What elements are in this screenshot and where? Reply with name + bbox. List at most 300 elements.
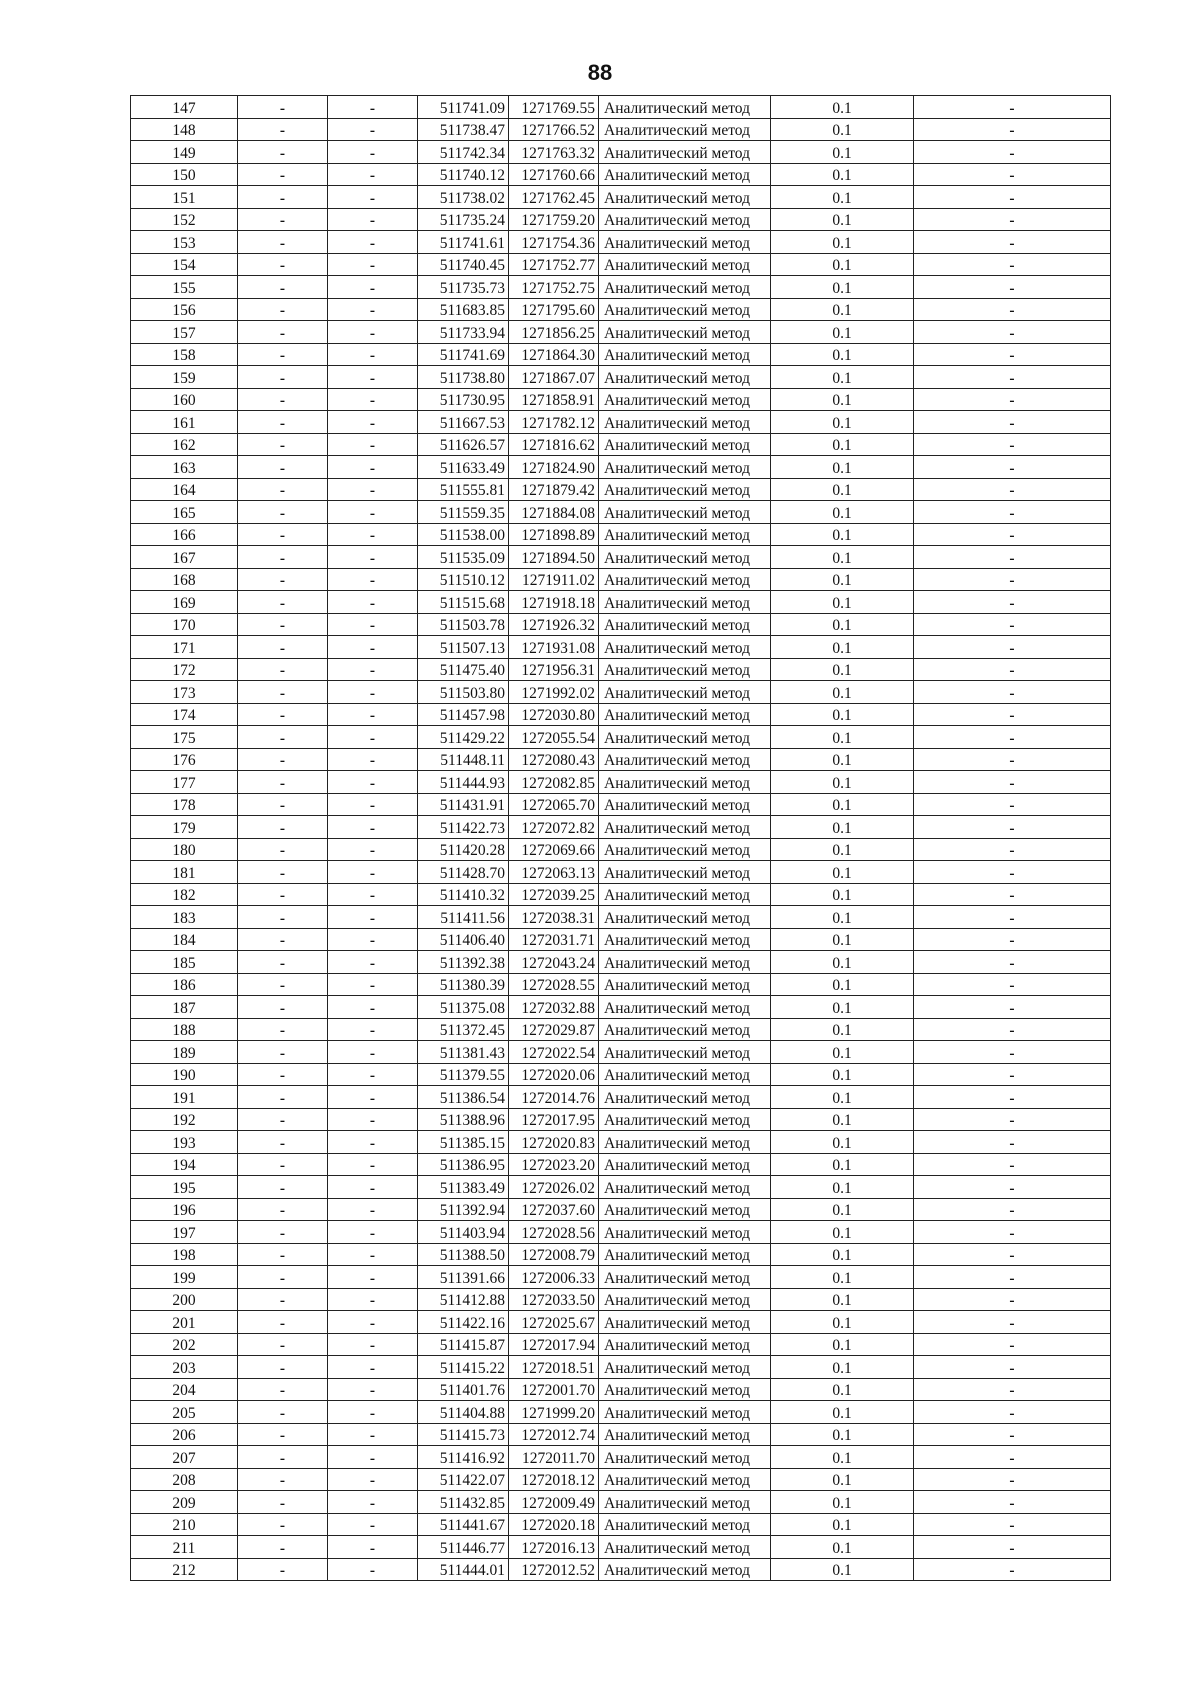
- accuracy-cell: 0.1: [771, 816, 914, 839]
- note-cell: -: [914, 838, 1111, 861]
- method-cell: Аналитический метод: [599, 1108, 771, 1131]
- x-coordinate-cell: 511385.15: [418, 1131, 509, 1154]
- empty-value-cell: -: [328, 343, 418, 366]
- x-coordinate-cell: 511404.88: [418, 1401, 509, 1424]
- empty-value-cell: -: [328, 1311, 418, 1334]
- point-number-cell: 167: [131, 546, 238, 569]
- empty-value-cell: -: [238, 1311, 328, 1334]
- note-cell: -: [914, 478, 1111, 501]
- point-number-cell: 207: [131, 1446, 238, 1469]
- accuracy-cell: 0.1: [771, 208, 914, 231]
- empty-value-cell: -: [238, 501, 328, 524]
- accuracy-cell: 0.1: [771, 1288, 914, 1311]
- method-cell: Аналитический метод: [599, 478, 771, 501]
- empty-value-cell: -: [238, 906, 328, 929]
- empty-value-cell: -: [238, 456, 328, 479]
- x-coordinate-cell: 511515.68: [418, 591, 509, 614]
- x-coordinate-cell: 511420.28: [418, 838, 509, 861]
- y-coordinate-cell: 1272009.49: [509, 1491, 599, 1514]
- table-row: [131, 1266, 1111, 1289]
- table-row: [131, 996, 1111, 1019]
- note-cell: -: [914, 996, 1111, 1019]
- empty-value-cell: -: [238, 1356, 328, 1379]
- note-cell: -: [914, 591, 1111, 614]
- table-row: [131, 1536, 1111, 1559]
- accuracy-cell: 0.1: [771, 1266, 914, 1289]
- empty-value-cell: -: [238, 1266, 328, 1289]
- empty-value-cell: -: [238, 1513, 328, 1536]
- y-coordinate-cell: 1272018.12: [509, 1468, 599, 1491]
- table-row: [131, 1288, 1111, 1311]
- method-cell: Аналитический метод: [599, 1311, 771, 1334]
- method-cell: Аналитический метод: [599, 1513, 771, 1536]
- note-cell: -: [914, 1041, 1111, 1064]
- y-coordinate-cell: 1271759.20: [509, 208, 599, 231]
- empty-value-cell: -: [328, 951, 418, 974]
- accuracy-cell: 0.1: [771, 928, 914, 951]
- x-coordinate-cell: 511415.22: [418, 1356, 509, 1379]
- y-coordinate-cell: 1271956.31: [509, 658, 599, 681]
- point-number-cell: 149: [131, 141, 238, 164]
- y-coordinate-cell: 1271999.20: [509, 1401, 599, 1424]
- empty-value-cell: -: [328, 1018, 418, 1041]
- table-row: [131, 388, 1111, 411]
- empty-value-cell: -: [328, 1536, 418, 1559]
- method-cell: Аналитический метод: [599, 186, 771, 209]
- empty-value-cell: -: [328, 253, 418, 276]
- empty-value-cell: -: [238, 231, 328, 254]
- accuracy-cell: 0.1: [771, 1198, 914, 1221]
- table-row: [131, 118, 1111, 141]
- x-coordinate-cell: 511391.66: [418, 1266, 509, 1289]
- note-cell: -: [914, 1311, 1111, 1334]
- accuracy-cell: 0.1: [771, 1176, 914, 1199]
- x-coordinate-cell: 511457.98: [418, 703, 509, 726]
- note-cell: -: [914, 1176, 1111, 1199]
- y-coordinate-cell: 1272012.74: [509, 1423, 599, 1446]
- note-cell: -: [914, 546, 1111, 569]
- point-number-cell: 180: [131, 838, 238, 861]
- table-row: [131, 1243, 1111, 1266]
- point-number-cell: 192: [131, 1108, 238, 1131]
- empty-value-cell: -: [328, 838, 418, 861]
- note-cell: -: [914, 523, 1111, 546]
- y-coordinate-cell: 1272029.87: [509, 1018, 599, 1041]
- empty-value-cell: -: [328, 1513, 418, 1536]
- method-cell: Аналитический метод: [599, 456, 771, 479]
- empty-value-cell: -: [238, 388, 328, 411]
- x-coordinate-cell: 511475.40: [418, 658, 509, 681]
- y-coordinate-cell: 1272038.31: [509, 906, 599, 929]
- table-row: [131, 681, 1111, 704]
- method-cell: Аналитический метод: [599, 276, 771, 299]
- empty-value-cell: -: [328, 861, 418, 884]
- accuracy-cell: 0.1: [771, 726, 914, 749]
- y-coordinate-cell: 1271926.32: [509, 613, 599, 636]
- y-coordinate-cell: 1271894.50: [509, 546, 599, 569]
- note-cell: -: [914, 883, 1111, 906]
- note-cell: -: [914, 96, 1111, 119]
- x-coordinate-cell: 511444.93: [418, 771, 509, 794]
- point-number-cell: 154: [131, 253, 238, 276]
- table-row: [131, 726, 1111, 749]
- accuracy-cell: 0.1: [771, 1221, 914, 1244]
- note-cell: -: [914, 253, 1111, 276]
- point-number-cell: 169: [131, 591, 238, 614]
- y-coordinate-cell: 1272020.06: [509, 1063, 599, 1086]
- y-coordinate-cell: 1272063.13: [509, 861, 599, 884]
- x-coordinate-cell: 511403.94: [418, 1221, 509, 1244]
- note-cell: -: [914, 276, 1111, 299]
- point-number-cell: 204: [131, 1378, 238, 1401]
- note-cell: -: [914, 231, 1111, 254]
- point-number-cell: 155: [131, 276, 238, 299]
- table-row: [131, 96, 1111, 119]
- x-coordinate-cell: 511446.77: [418, 1536, 509, 1559]
- empty-value-cell: -: [328, 1041, 418, 1064]
- note-cell: -: [914, 366, 1111, 389]
- table-row: [131, 523, 1111, 546]
- y-coordinate-cell: 1272055.54: [509, 726, 599, 749]
- method-cell: Аналитический метод: [599, 298, 771, 321]
- empty-value-cell: -: [238, 748, 328, 771]
- y-coordinate-cell: 1271992.02: [509, 681, 599, 704]
- method-cell: Аналитический метод: [599, 1063, 771, 1086]
- point-number-cell: 177: [131, 771, 238, 794]
- accuracy-cell: 0.1: [771, 1401, 914, 1424]
- empty-value-cell: -: [328, 478, 418, 501]
- empty-value-cell: -: [238, 1558, 328, 1581]
- empty-value-cell: -: [238, 703, 328, 726]
- empty-value-cell: -: [328, 388, 418, 411]
- point-number-cell: 164: [131, 478, 238, 501]
- empty-value-cell: -: [238, 1243, 328, 1266]
- x-coordinate-cell: 511429.22: [418, 726, 509, 749]
- method-cell: Аналитический метод: [599, 591, 771, 614]
- method-cell: Аналитический метод: [599, 433, 771, 456]
- table-row: [131, 658, 1111, 681]
- accuracy-cell: 0.1: [771, 748, 914, 771]
- table-row: [131, 141, 1111, 164]
- table-row: [131, 433, 1111, 456]
- empty-value-cell: -: [238, 186, 328, 209]
- y-coordinate-cell: 1272069.66: [509, 838, 599, 861]
- y-coordinate-cell: 1271858.91: [509, 388, 599, 411]
- empty-value-cell: -: [328, 996, 418, 1019]
- coordinates-table-container: [130, 95, 1110, 1581]
- empty-value-cell: -: [328, 1108, 418, 1131]
- x-coordinate-cell: 511415.73: [418, 1423, 509, 1446]
- note-cell: -: [914, 568, 1111, 591]
- table-row: [131, 366, 1111, 389]
- accuracy-cell: 0.1: [771, 366, 914, 389]
- table-row: [131, 748, 1111, 771]
- empty-value-cell: -: [238, 1018, 328, 1041]
- note-cell: -: [914, 1063, 1111, 1086]
- empty-value-cell: -: [238, 433, 328, 456]
- empty-value-cell: -: [238, 973, 328, 996]
- method-cell: Аналитический метод: [599, 163, 771, 186]
- x-coordinate-cell: 511741.69: [418, 343, 509, 366]
- x-coordinate-cell: 511742.34: [418, 141, 509, 164]
- empty-value-cell: -: [238, 1401, 328, 1424]
- empty-value-cell: -: [238, 658, 328, 681]
- method-cell: Аналитический метод: [599, 883, 771, 906]
- x-coordinate-cell: 511535.09: [418, 546, 509, 569]
- y-coordinate-cell: 1272037.60: [509, 1198, 599, 1221]
- accuracy-cell: 0.1: [771, 96, 914, 119]
- method-cell: Аналитический метод: [599, 96, 771, 119]
- empty-value-cell: -: [238, 546, 328, 569]
- point-number-cell: 181: [131, 861, 238, 884]
- empty-value-cell: -: [328, 1063, 418, 1086]
- accuracy-cell: 0.1: [771, 838, 914, 861]
- accuracy-cell: 0.1: [771, 1446, 914, 1469]
- table-row: [131, 883, 1111, 906]
- empty-value-cell: -: [328, 591, 418, 614]
- y-coordinate-cell: 1271762.45: [509, 186, 599, 209]
- empty-value-cell: -: [238, 636, 328, 659]
- note-cell: -: [914, 1513, 1111, 1536]
- empty-value-cell: -: [238, 1491, 328, 1514]
- empty-value-cell: -: [328, 366, 418, 389]
- table-row: [131, 1198, 1111, 1221]
- point-number-cell: 174: [131, 703, 238, 726]
- empty-value-cell: -: [238, 1198, 328, 1221]
- point-number-cell: 176: [131, 748, 238, 771]
- accuracy-cell: 0.1: [771, 501, 914, 524]
- table-row: [131, 1086, 1111, 1109]
- table-row: [131, 1468, 1111, 1491]
- point-number-cell: 188: [131, 1018, 238, 1041]
- y-coordinate-cell: 1271824.90: [509, 456, 599, 479]
- note-cell: -: [914, 1423, 1111, 1446]
- method-cell: Аналитический метод: [599, 636, 771, 659]
- method-cell: Аналитический метод: [599, 1153, 771, 1176]
- point-number-cell: 159: [131, 366, 238, 389]
- y-coordinate-cell: 1271931.08: [509, 636, 599, 659]
- method-cell: Аналитический метод: [599, 1086, 771, 1109]
- note-cell: -: [914, 1153, 1111, 1176]
- accuracy-cell: 0.1: [771, 433, 914, 456]
- method-cell: Аналитический метод: [599, 951, 771, 974]
- accuracy-cell: 0.1: [771, 298, 914, 321]
- note-cell: -: [914, 1108, 1111, 1131]
- empty-value-cell: -: [238, 478, 328, 501]
- accuracy-cell: 0.1: [771, 1356, 914, 1379]
- x-coordinate-cell: 511735.73: [418, 276, 509, 299]
- table-row: [131, 321, 1111, 344]
- table-row: [131, 276, 1111, 299]
- note-cell: -: [914, 1198, 1111, 1221]
- table-row: [131, 1153, 1111, 1176]
- note-cell: -: [914, 861, 1111, 884]
- y-coordinate-cell: 1272011.70: [509, 1446, 599, 1469]
- method-cell: Аналитический метод: [599, 1131, 771, 1154]
- table-row: [131, 1491, 1111, 1514]
- x-coordinate-cell: 511375.08: [418, 996, 509, 1019]
- accuracy-cell: 0.1: [771, 141, 914, 164]
- table-row: [131, 1356, 1111, 1379]
- note-cell: -: [914, 771, 1111, 794]
- method-cell: Аналитический метод: [599, 771, 771, 794]
- empty-value-cell: -: [328, 793, 418, 816]
- x-coordinate-cell: 511392.38: [418, 951, 509, 974]
- accuracy-cell: 0.1: [771, 861, 914, 884]
- empty-value-cell: -: [328, 973, 418, 996]
- table-row: [131, 1378, 1111, 1401]
- method-cell: Аналитический метод: [599, 343, 771, 366]
- point-number-cell: 183: [131, 906, 238, 929]
- empty-value-cell: -: [328, 321, 418, 344]
- y-coordinate-cell: 1272028.56: [509, 1221, 599, 1244]
- empty-value-cell: -: [238, 1423, 328, 1446]
- table-row: [131, 906, 1111, 929]
- accuracy-cell: 0.1: [771, 568, 914, 591]
- point-number-cell: 147: [131, 96, 238, 119]
- method-cell: Аналитический метод: [599, 1266, 771, 1289]
- empty-value-cell: -: [238, 681, 328, 704]
- accuracy-cell: 0.1: [771, 523, 914, 546]
- x-coordinate-cell: 511401.76: [418, 1378, 509, 1401]
- accuracy-cell: 0.1: [771, 1491, 914, 1514]
- accuracy-cell: 0.1: [771, 1423, 914, 1446]
- empty-value-cell: -: [238, 591, 328, 614]
- empty-value-cell: -: [238, 1333, 328, 1356]
- point-number-cell: 203: [131, 1356, 238, 1379]
- y-coordinate-cell: 1272017.95: [509, 1108, 599, 1131]
- note-cell: -: [914, 658, 1111, 681]
- note-cell: -: [914, 951, 1111, 974]
- point-number-cell: 195: [131, 1176, 238, 1199]
- x-coordinate-cell: 511510.12: [418, 568, 509, 591]
- note-cell: -: [914, 748, 1111, 771]
- table-row: [131, 411, 1111, 434]
- y-coordinate-cell: 1271879.42: [509, 478, 599, 501]
- accuracy-cell: 0.1: [771, 591, 914, 614]
- method-cell: Аналитический метод: [599, 658, 771, 681]
- method-cell: Аналитический метод: [599, 388, 771, 411]
- method-cell: Аналитический метод: [599, 996, 771, 1019]
- x-coordinate-cell: 511507.13: [418, 636, 509, 659]
- empty-value-cell: -: [238, 321, 328, 344]
- table-row: [131, 973, 1111, 996]
- method-cell: Аналитический метод: [599, 681, 771, 704]
- empty-value-cell: -: [238, 141, 328, 164]
- empty-value-cell: -: [238, 276, 328, 299]
- empty-value-cell: -: [328, 411, 418, 434]
- empty-value-cell: -: [328, 1558, 418, 1581]
- accuracy-cell: 0.1: [771, 703, 914, 726]
- accuracy-cell: 0.1: [771, 186, 914, 209]
- y-coordinate-cell: 1271769.55: [509, 96, 599, 119]
- x-coordinate-cell: 511733.94: [418, 321, 509, 344]
- table-row: [131, 1558, 1111, 1581]
- x-coordinate-cell: 511431.91: [418, 793, 509, 816]
- empty-value-cell: -: [328, 1243, 418, 1266]
- accuracy-cell: 0.1: [771, 253, 914, 276]
- point-number-cell: 194: [131, 1153, 238, 1176]
- method-cell: Аналитический метод: [599, 366, 771, 389]
- table-row: [131, 546, 1111, 569]
- method-cell: Аналитический метод: [599, 523, 771, 546]
- note-cell: -: [914, 1536, 1111, 1559]
- note-cell: -: [914, 906, 1111, 929]
- empty-value-cell: -: [328, 771, 418, 794]
- accuracy-cell: 0.1: [771, 996, 914, 1019]
- accuracy-cell: 0.1: [771, 388, 914, 411]
- empty-value-cell: -: [238, 1288, 328, 1311]
- point-number-cell: 168: [131, 568, 238, 591]
- table-row: [131, 1131, 1111, 1154]
- note-cell: -: [914, 163, 1111, 186]
- point-number-cell: 209: [131, 1491, 238, 1514]
- accuracy-cell: 0.1: [771, 231, 914, 254]
- note-cell: -: [914, 681, 1111, 704]
- point-number-cell: 212: [131, 1558, 238, 1581]
- point-number-cell: 196: [131, 1198, 238, 1221]
- empty-value-cell: -: [328, 636, 418, 659]
- point-number-cell: 191: [131, 1086, 238, 1109]
- y-coordinate-cell: 1271864.30: [509, 343, 599, 366]
- empty-value-cell: -: [328, 501, 418, 524]
- x-coordinate-cell: 511422.73: [418, 816, 509, 839]
- table-row: [131, 1333, 1111, 1356]
- accuracy-cell: 0.1: [771, 951, 914, 974]
- page-number: 88: [587, 60, 613, 85]
- y-coordinate-cell: 1272016.13: [509, 1536, 599, 1559]
- empty-value-cell: -: [328, 568, 418, 591]
- note-cell: -: [914, 1378, 1111, 1401]
- empty-value-cell: -: [328, 1221, 418, 1244]
- x-coordinate-cell: 511412.88: [418, 1288, 509, 1311]
- accuracy-cell: 0.1: [771, 276, 914, 299]
- table-row: [131, 636, 1111, 659]
- y-coordinate-cell: 1272022.54: [509, 1041, 599, 1064]
- point-number-cell: 199: [131, 1266, 238, 1289]
- empty-value-cell: -: [238, 366, 328, 389]
- point-number-cell: 206: [131, 1423, 238, 1446]
- y-coordinate-cell: 1271766.52: [509, 118, 599, 141]
- empty-value-cell: -: [238, 928, 328, 951]
- empty-value-cell: -: [238, 861, 328, 884]
- method-cell: Аналитический метод: [599, 1536, 771, 1559]
- empty-value-cell: -: [328, 231, 418, 254]
- empty-value-cell: -: [238, 523, 328, 546]
- empty-value-cell: -: [238, 838, 328, 861]
- x-coordinate-cell: 511738.47: [418, 118, 509, 141]
- x-coordinate-cell: 511559.35: [418, 501, 509, 524]
- x-coordinate-cell: 511411.56: [418, 906, 509, 929]
- table-row: [131, 861, 1111, 884]
- table-row: [131, 501, 1111, 524]
- x-coordinate-cell: 511381.43: [418, 1041, 509, 1064]
- empty-value-cell: -: [238, 1131, 328, 1154]
- x-coordinate-cell: 511444.01: [418, 1558, 509, 1581]
- accuracy-cell: 0.1: [771, 906, 914, 929]
- empty-value-cell: -: [238, 1378, 328, 1401]
- method-cell: Аналитический метод: [599, 1333, 771, 1356]
- empty-value-cell: -: [238, 1153, 328, 1176]
- point-number-cell: 182: [131, 883, 238, 906]
- note-cell: -: [914, 1491, 1111, 1514]
- y-coordinate-cell: 1271867.07: [509, 366, 599, 389]
- accuracy-cell: 0.1: [771, 1153, 914, 1176]
- table-row: [131, 456, 1111, 479]
- empty-value-cell: -: [328, 1423, 418, 1446]
- method-cell: Аналитический метод: [599, 613, 771, 636]
- accuracy-cell: 0.1: [771, 1131, 914, 1154]
